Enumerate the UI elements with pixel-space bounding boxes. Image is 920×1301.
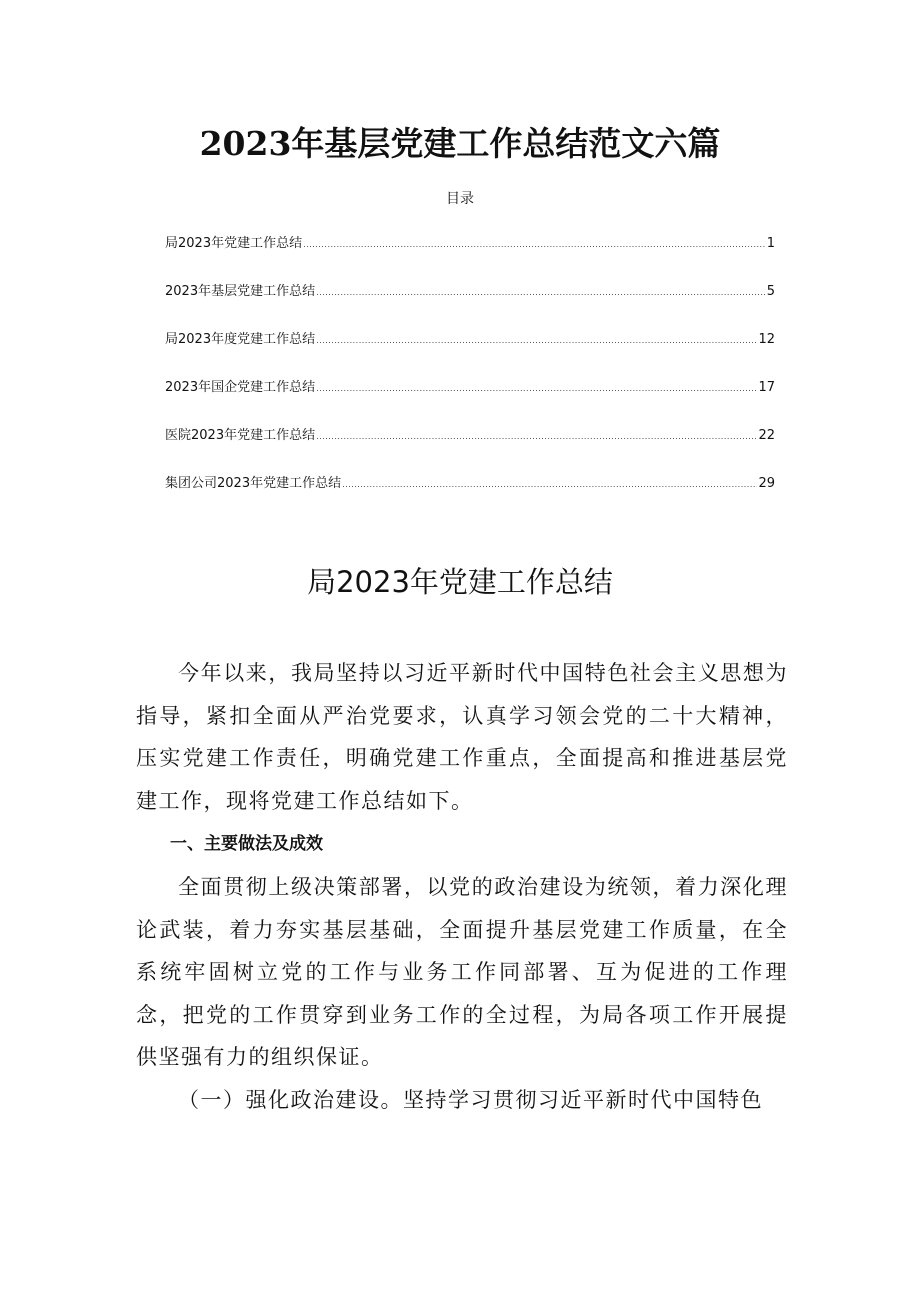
toc-entry[interactable] [165,472,775,496]
toc-leader-dots [342,480,757,489]
section-title: 局2023年党建工作总结 [307,565,613,599]
document-body [136,652,788,1121]
body-paragraph: （一）强化政治建设。坚持学习贯彻习近平新时代中国特色 [178,1087,763,1112]
toc-entry-page: 29 [758,476,775,491]
toc-entry[interactable] [165,424,775,448]
toc-leader-dots [316,384,757,393]
table-of-contents [165,232,775,520]
toc-entry-title: 医院2023年党建工作总结 [165,428,316,443]
section-heading: 一、主要做法及成效 [170,834,323,854]
toc-entry[interactable] [165,280,775,304]
toc-heading: 目录 [446,191,474,207]
toc-entry-title: 局2023年度党建工作总结 [165,332,316,347]
toc-leader-dots [316,336,757,345]
toc-leader-dots [316,288,766,297]
toc-entry-page: 5 [766,284,775,299]
toc-entry-title: 局2023年党建工作总结 [165,236,303,251]
toc-entry[interactable] [165,376,775,400]
body-paragraph: 今年以来，我局坚持以习近平新时代中国特色社会主义思想为指导，紧扣全面从严治党要求，认真学习领会党的二十大精神，压实党建工作责任，明确党建工作重点，全面提高和推进基层党建工作，现将党建工作总结如下。 [136,661,788,813]
toc-entry-title: 集团公司2023年党建工作总结 [165,476,342,491]
toc-entry-page: 1 [766,236,775,251]
toc-entry-title: 2023年国企党建工作总结 [165,380,316,395]
toc-entry[interactable] [165,232,775,256]
toc-entry[interactable] [165,328,775,352]
body-paragraph: 全面贯彻上级决策部署，以党的政治建设为统领，着力深化理论武装，着力夯实基层基础，全面提升基层党建工作质量，在全系统牢固树立党的工作与业务工作同部署、互为促进的工作理念，把党的工作贯穿到业务工作的全过程，为局各项工作开展提供坚强有力的组织保证。 [136,875,788,1069]
toc-leader-dots [303,240,766,249]
document-title: 2023年基层党建工作总结范文六篇 [199,124,721,163]
toc-entry-title: 2023年基层党建工作总结 [165,284,316,299]
toc-entry-page: 22 [758,428,775,443]
toc-entry-page: 12 [758,332,775,347]
toc-leader-dots [316,432,757,441]
toc-entry-page: 17 [758,380,775,395]
